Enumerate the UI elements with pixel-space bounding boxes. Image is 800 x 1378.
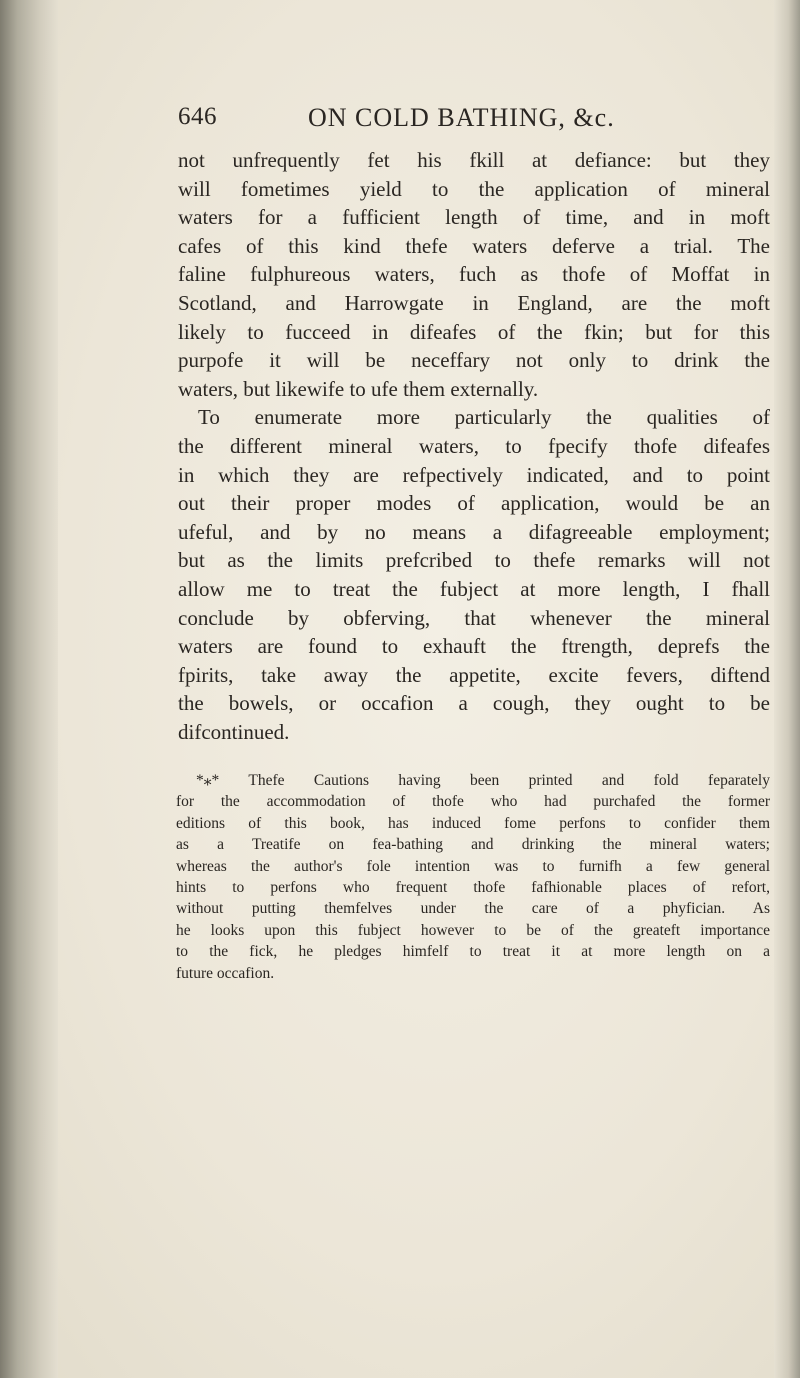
text-line: out their proper modes of application, would be an [178, 491, 770, 516]
footnote-line: without putting themfelves under the care of a phyfician. As [176, 900, 770, 918]
footnote-line [196, 770, 770, 791]
binding-shadow-left [0, 0, 58, 1378]
page-header [178, 103, 758, 143]
footnote-marker: *⁎* [196, 772, 220, 789]
footnote-line: editions of this book, has induced fome perfons to confider them [176, 814, 770, 832]
footnote [176, 770, 770, 984]
text-line: conclude by obferving, that whenever the mineral [178, 605, 770, 630]
text-line: but as the limits prefcribed to thefe remarks will not [178, 548, 770, 573]
text-line: in which they are refpectively indicated, and to point [178, 462, 770, 487]
page-edge-right [774, 0, 800, 1378]
text-line: likely to fucceed in difeafes of the fkin; but for this [178, 319, 770, 344]
footnote-line: he looks upon this fubject however to be of the greateft importance [176, 921, 770, 939]
footnote-line: future occafion. [176, 964, 275, 982]
text-line: waters are found to exhauft the ftrength, deprefs the [178, 634, 770, 659]
text-line: To enumerate more particularly the qualities of [198, 405, 770, 430]
text-line: Scotland, and Harrowgate in England, are the moft [178, 290, 770, 315]
main-text [178, 146, 770, 746]
footnote-line: for the accommodation of thofe who had purchafed the former [176, 793, 770, 811]
footnote-line: whereas the author's fole intention was to furnifh a few general [176, 857, 770, 875]
text-line: fpirits, take away the appetite, excite fevers, diftend [178, 662, 770, 687]
text-line: waters for a fufficient length of time, and in moft [178, 205, 770, 230]
text-line: allow me to treat the fubject at more length, I fhall [178, 576, 770, 601]
footnote-text: Thefe Cautions having been printed and fold feparately [248, 772, 770, 789]
footnote-line: to the fick, he pledges himfelf to treat it at more length on a [176, 943, 770, 961]
text-line: ufeful, and by no means a difagreeable employment; [178, 519, 770, 544]
page-number: 646 [178, 103, 217, 130]
footnote-line: hints to perfons who frequent thofe fafhionable places of refort, [176, 878, 770, 896]
running-head: ON COLD BATHING, &c. [308, 103, 615, 132]
text-line: waters, but likewife to ufe them externally. [178, 376, 539, 401]
text-line: cafes of this kind thefe waters deferve a trial. The [178, 233, 770, 258]
text-line: will fometimes yield to the application of mineral [178, 176, 770, 201]
text-line: the different mineral waters, to fpecify thofe difeafes [178, 433, 770, 458]
text-line: not unfrequently fet his fkill at defiance: but they [178, 148, 770, 172]
footnote-line: as a Treatife on fea-bathing and drinking the mineral waters; [176, 836, 770, 854]
text-line: difcontinued. [178, 719, 290, 744]
text-line: the bowels, or occafion a cough, they ought to be [178, 691, 770, 716]
text-line: purpofe it will be neceffary not only to drink the [178, 348, 770, 373]
text-line: faline fulphureous waters, fuch as thofe of Moffat in [178, 262, 770, 287]
